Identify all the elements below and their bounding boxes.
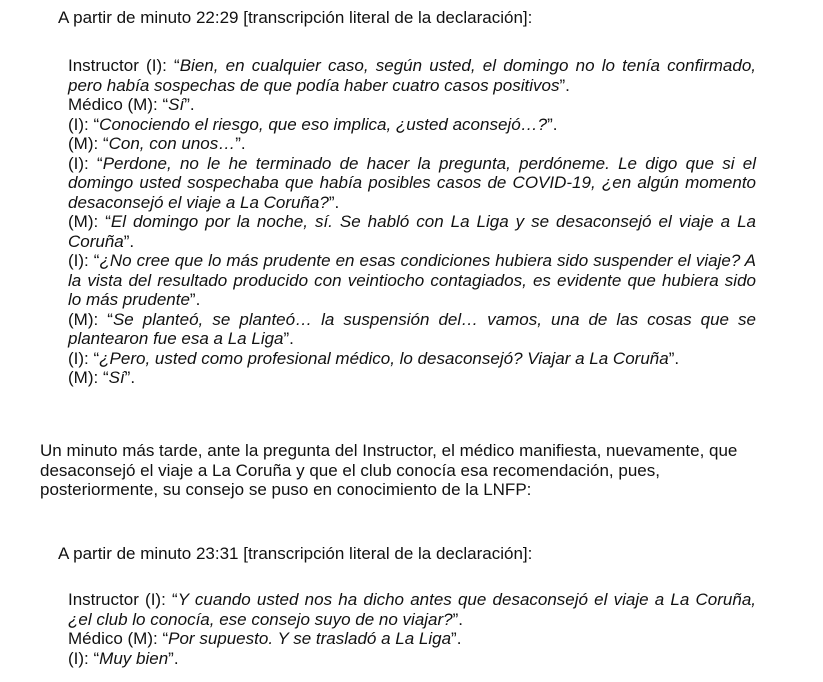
dialogue-line: (I): “Muy bien”. — [68, 648, 179, 668]
dialogue-line: Médico (M): “Sí”. — [68, 95, 195, 114]
speaker-label: Instructor (I): — [68, 590, 173, 609]
dialogue-line: (I): “Perdone, no le he terminado de hacer la pregunta, perdóneme. Le digo que si el domingo usted sospechaba que había posibles casos de COVID-19, ¿en algún momento desaconsejó el viaje a La Coruña?”. — [68, 153, 756, 212]
quote-text: Conociendo el riesgo, que eso implica, ¿usted aconsejó…? — [99, 114, 548, 134]
quote-text: Con, con unos… — [108, 134, 236, 153]
dialogue-line: (M): “El domingo por la noche, sí. Se habló con La Liga y se desaconsejó el viaje a La Coruña”. — [68, 212, 757, 251]
dialogue-line: Instructor (I): “Bien, en cualquier caso, según usted, el domingo no lo tenía confirmado, pero había sospechas de que podía haber cuatro casos positivos”. — [68, 56, 756, 95]
speaker-label: (I): — [68, 251, 94, 270]
speaker-label: (I): — [68, 648, 94, 668]
speaker-label: (I): — [68, 114, 94, 134]
dialogue-line: (I): “¿Pero, usted como profesional médico, lo desaconsejó? Viajar a La Coruña”. — [68, 348, 680, 368]
quote-text: Por supuesto. Y se trasladó a La Liga — [168, 629, 452, 648]
speaker-label: (M): — [68, 134, 103, 153]
section-heading-2: A partir de minuto 23:31 [transcripción literal de la declaración]: — [58, 544, 533, 563]
quote-text: ¿No cree que lo más prudente en esas condiciones hubiera sido suspender el viaje? A la vista del resultado producido con veintiocho contagiados, es evidente que hubiera sido lo más prudente — [68, 251, 756, 309]
quote-text: El domingo por la noche, sí. Se habló con La Liga y se desaconsejó el viaje a La Coruña — [68, 212, 757, 251]
dialogue-line: (I): “Conociendo el riesgo, que eso implica, ¿usted aconsejó…?”. — [68, 114, 558, 134]
speaker-label: (M): — [68, 212, 106, 231]
quote-text: Y cuando usted nos ha dicho antes que desaconsejó el viaje a La Coruña, ¿el club lo conocía, ese consejo suyo de no viajar? — [68, 590, 756, 629]
dialogue-line: (I): “¿No cree que lo más prudente en esas condiciones hubiera sido suspender el viaje? A la vista del resultado producido con veintiocho contagiados, es evidente que hubiera sido lo más prudente”. — [68, 251, 756, 309]
quote-text: Sí — [108, 368, 125, 387]
dialogue-line: (M): “Sí”. — [68, 368, 136, 387]
quote-text: Sí — [168, 95, 185, 114]
speaker-label: (M): — [68, 368, 103, 387]
quote-text: ¿Pero, usted como profesional médico, lo desaconsejó? Viajar a La Coruña — [99, 348, 669, 368]
narrative-paragraph: Un minuto más tarde, ante la pregunta del Instructor, el médico manifiesta, nuevamente, que desaconsejó el viaje a La Coruña y que el club conocía esa recomendación, pues, posteriormente, su consejo se puso en conocimiento de la LNFP: — [40, 441, 738, 499]
quote-text: Se planteó, se planteó… la suspensión del… vamos, una de las cosas que se plantearon fue esa a La Liga — [68, 309, 756, 348]
dialogue-line: (M): “Con, con unos…”. — [68, 134, 246, 153]
speaker-label: Médico (M): — [68, 95, 163, 114]
speaker-label: (I): — [68, 348, 94, 368]
speaker-label: (I): — [68, 153, 98, 173]
speaker-label: Médico (M): — [68, 629, 163, 648]
quote-text: Perdone, no le he terminado de hacer la pregunta, perdóneme. Le digo que si el domingo usted sospechaba que había posibles casos de COVID-19, ¿en algún momento desaconsejó el viaje a La Coruña? — [68, 153, 756, 212]
speaker-label: Instructor (I): — [68, 56, 175, 75]
quote-text: Muy bien — [99, 648, 169, 668]
transcript-block-2 — [68, 590, 756, 668]
dialogue-line: Médico (M): “Por supuesto. Y se trasladó a La Liga”. — [68, 629, 462, 648]
dialogue-line: Instructor (I): “Y cuando usted nos ha dicho antes que desaconsejó el viaje a La Coruña, ¿el club lo conocía, ese consejo suyo de no viajar?”. — [68, 590, 756, 629]
quote-text: Bien, en cualquier caso, según usted, el domingo no lo tenía confirmado, pero había sospechas de que podía haber cuatro casos positivos — [68, 56, 756, 95]
speaker-label: (M): — [68, 309, 108, 329]
dialogue-line: (M): “Se planteó, se planteó… la suspensión del… vamos, una de las cosas que se plantearon fue esa a La Liga”. — [68, 309, 756, 348]
section-heading-1: A partir de minuto 22:29 [transcripción literal de la declaración]: — [58, 8, 533, 27]
transcript-block-1 — [68, 56, 756, 388]
